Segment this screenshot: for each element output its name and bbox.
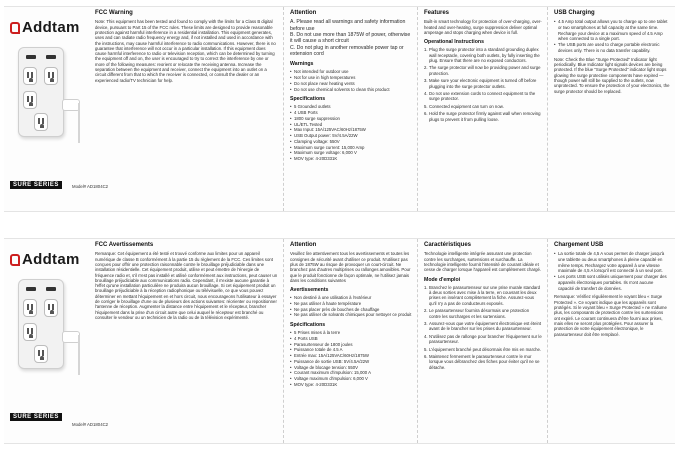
list-item: • UL/ETL Tested — [290, 122, 412, 128]
list-item: 6. Maintenez fermement le parasurtenseur contre le mur lorsque vous débranchez des fiches pour éviter qu'il ne se détache. — [424, 353, 540, 370]
attention-line: A. Please read all warnings and safety information before use — [290, 19, 406, 32]
outlet-icon — [44, 299, 58, 317]
cable-icon — [78, 335, 80, 375]
outlet-icon — [23, 323, 37, 341]
list-item: • Parasurtenseur de 1800 joules — [290, 342, 412, 348]
brand-logo — [10, 251, 80, 268]
list-item: • Max Input: 15A/125VAC/60Hz/1875W — [290, 127, 412, 133]
surge-protector-illustration — [18, 47, 64, 137]
list-item: • Maximum surge current: 15,000 Amp — [290, 145, 412, 151]
attention-line: Veuillez lire attentivement tous les avertissements et toutes les consignes de sécurité avant d'utiliser ce produit. N'utilisez pas plus de 1875W au risque de provoquer un court-circuit. Ne branchez pas d'autres multiprises ou rallonges amovibles. Pour que le produit fonctionne de façon optimale, ne l'utilisez jamais dans les conditions suivantes — [290, 251, 411, 283]
list-item: 1. Plug the surge protector into a standard grounding duplex wall receptacle, covering both outlets, by fully inserting the plug. Ensure that there are no exposed conductors. — [424, 47, 540, 63]
surge-protector-illustration — [18, 279, 64, 369]
warnings-list — [290, 295, 412, 318]
list-item: • Do not place near heating vents — [290, 81, 412, 87]
list-item: 3. Make sure your electronic equipment is turned off before plugging into the surge protector outlets. — [424, 78, 537, 89]
fcc-text: Note: This equipment has been tested and found to comply with the limits for a Class B digital device, pursuant to Part 15 of the FCC rules. These limits are designed to provide reasonable protection against harmful interference in a residential installation. This equipment generates, uses and can radiate radio frequency energy and, if not installed and used in accordance with the instructions, may cause harmful interference to radio communications. However, there is no guarantee that interference will not occur in a particular installation. If this equipment does cause harmful interference to radio or television reception, which can be determined by turning the equipment off and on, the user is encouraged to try to correct the interference by one or more of the following measures: reorient or relocate the receiving antenna. Increase the separation between the equipment and receiver, connect the equipment into an outlet on a circuit different from that to which the receiver is connected, or consult the dealer or an experienced radio/TV technician for help. — [95, 19, 276, 83]
attention-panel — [283, 7, 417, 211]
list-item: • 4 USB Ports — [290, 110, 412, 116]
list-item: 4. Do not use extension cords to connect equipment to the surge protector. — [424, 91, 536, 102]
usb-list — [554, 19, 670, 54]
operational-list — [424, 47, 542, 122]
list-item: • Voltage maximum d'impulsion: 6,000 V — [290, 376, 412, 382]
warnings-title: Avertissements — [290, 287, 329, 294]
outlet-icon — [23, 91, 37, 109]
list-item: • MOV type: 4-20D331K — [290, 382, 412, 388]
usb-list — [554, 251, 670, 291]
list-item: 2. The surge protector will now be providing power and surge protection. — [424, 65, 541, 76]
list-item: • Les ports USB sont utilisés uniquement pour charger des appareils électroniques portables. Ils n'ont aucune capacité de transfert de données. — [554, 274, 670, 291]
operational-list — [424, 285, 542, 371]
list-item: • Non destiné à une utilisation à l'extérieur — [290, 295, 412, 301]
operational-title: Mode d'emploi — [424, 276, 461, 283]
fcc-panel — [89, 7, 283, 211]
series-badge: SURE SERIES — [10, 413, 62, 421]
operational-title: Operational Instructions — [424, 39, 484, 46]
outlet-icon — [44, 67, 58, 85]
usb-port-icon — [46, 287, 56, 291]
specs-title: Specifications — [290, 96, 326, 103]
instruction-sheet-french — [4, 238, 675, 444]
list-item: • 1800 surge suppression — [290, 116, 412, 122]
usb-title: Chargement USB — [554, 242, 604, 248]
specs-title: Spécifications — [290, 322, 326, 329]
fcc-panel — [89, 239, 283, 443]
list-item: 5. Connected equipment can turn on now. — [424, 103, 504, 109]
attention-title: Attention — [290, 242, 317, 248]
list-item: • Clamping voltage: 550V — [290, 139, 412, 145]
list-item: 3. Assurez-vous que votre équipement électronique est éteint avant de le brancher sur les prises du parasurtenseur. — [424, 320, 542, 332]
fcc-title: FCC Avertissements — [95, 242, 154, 248]
list-item: • Not intended for outdoor use — [290, 69, 412, 75]
list-item: • Ne pas placer près de bouches de chauffage — [290, 307, 412, 313]
usb-title: USB Charging — [554, 10, 595, 16]
logo-text: Addtam — [22, 251, 80, 268]
list-item: • Not for use in high temperatures — [290, 75, 412, 81]
list-item: • The USB ports are used to charge portable electronic devices only. There is no data transfer capability. — [554, 42, 670, 54]
fcc-text: Remarque: Cet équipement a été testé et trouvé conforme aux limites pour un appareil numérique de classe B conformément à la partie 15 du règlement de la FCC. Ces limites sont conçues pour offrir une protection raisonnable contre le brouillage préjudiciable dans une installation résidentielle. Cet équipement produit, utilise et peut émettre de l'énergie de fréquence radio et, s'il n'est pas installé et utilisé conformément aux instructions, peut causer un brouillage préjudiciable aux communications radio. Cependant, il n'existe aucune garantie à l'effet qu'une installation particulière ne produira aucun brouillage. Si cet équipement produit un brouillage préjudiciable à la réception radiophonique ou télévisuelle, ce que vous pouvez déterminer en mettant l'équipement en et hors circuit, nous encourageons l'utilisateur à essayer de corriger le brouillage d'une ou de plusieurs des actions suivantes: réorienter ou repositionner l'antenne de réception. Augmenter la distance entre l'équipement et le récepteur, brancher l'équipement dans la prise d'un circuit autre que celui auquel le récepteur est branché ou consulter le vendeur ou un technicien de la radio ou de la télévision expérimenté. — [95, 251, 278, 321]
list-item: 1. Branchez le parasurtenseur sur une prise murale standard à deux sorties avec mise à la terre, en couvrant les deux prises en insérant complètement la fiche. Assurez-vous qu'il n'y a pas de conducteurs exposés. — [424, 284, 541, 306]
model-number: Model# AD1804C2 — [72, 422, 109, 427]
list-item: • Entrée max: 15A/125VAC/60Hz/1875W — [290, 353, 412, 359]
list-item: • La sortie totale de 4,5 A vous permet de charger jusqu'à une tablette ou deux smartphones à pleine capacité en même temps. Rechargez votre appareil à une vitesse maximale de 4,5 A lorsqu'il est connecté à un seul port. — [554, 251, 670, 274]
brand-panel — [4, 7, 89, 211]
outlet-icon — [34, 113, 48, 131]
usb-note: Note: Check the Blue "Surge Protected" Indicator light periodically. Blue Indicator light signals devices are being protected. If the blue "Surge Protected" indicator light stops glowing the surge protective components have expired — though power will still be supplied to the outlets, now unprotected. To ensure the protection of your electronics, the surge protector should be replaced. — [554, 56, 670, 94]
attention-line: B. Do not use more than 1875W of power, otherwise it will cause a short circuit — [290, 31, 411, 45]
cable-icon — [78, 103, 80, 143]
features-title: Features — [424, 10, 450, 16]
attention-panel — [283, 239, 417, 443]
outlet-icon — [34, 345, 48, 363]
usb-note: Remarque: Vérifiez régulièrement le voyant bleu « Surge Protected ». Ce voyant indique que les appareils sont protégés. Si le voyant bleu « Surge Protected » ne s'allume plus, les composants de protection contre les surtensions ont expiré. Le courant continuera d'être fourni aux prises, mais elles ne seront plus protégées. Pour assurer la protection de votre équipement électronique, le parasurtenseur doit être remplacé. — [554, 294, 667, 337]
usb-panel — [547, 7, 675, 211]
attention-line: C. Do not plug in another removable power tap or extension cord — [290, 44, 404, 57]
usb-panel — [547, 239, 675, 443]
features-title: Caractéristiques — [424, 242, 472, 248]
list-item: • 5 Prises mises à la terre — [290, 330, 412, 336]
attention-title: Attention — [290, 10, 317, 16]
list-item: 5. L'équipement branché peut désormais être mis en marche. — [424, 346, 542, 352]
list-item: 6. Hold the surge protector firmly against wall when removing plugs to prevent it from pulling loose. — [424, 111, 541, 122]
list-item: • Ne pas utiliser à haute température — [290, 301, 412, 307]
usb-port-icon — [46, 55, 56, 59]
usb-port-icon — [26, 287, 36, 291]
list-item: • 5 Grounded outlets — [290, 104, 412, 110]
warnings-title: Warnings — [290, 61, 314, 68]
logo-text: Addtam — [22, 19, 80, 36]
instruction-sheet-english — [4, 6, 675, 212]
fcc-title: FCC Warning — [95, 10, 133, 16]
logo-mark-icon — [10, 254, 20, 266]
warnings-list — [290, 69, 412, 92]
features-text: Built-in smart technology for protection of over-charging, over-heated and over-heating, surge suppression deliver optimal amperage and stops charging when device is full. — [424, 19, 542, 35]
list-item: • 4.5 Amp total output allows you to charge up to one tablet or two smartphones at full capacity at the same time. Recharge your device at a maximum speed of 4.5 Amp when connected to a single port. — [554, 19, 670, 42]
usb-port-icon — [26, 55, 36, 59]
list-item: • Maximum surge voltage: 6,000 V — [290, 150, 412, 156]
specs-list — [290, 330, 412, 388]
outlet-icon — [23, 67, 37, 85]
list-item: 4. N'utilisez pas de rallonge pour brancher l'équipement sur le parasurtenseur. — [424, 333, 542, 345]
list-item: • Voltage de blocage tension: 550V — [290, 365, 412, 371]
outlet-icon — [23, 299, 37, 317]
list-item: • Puissance de sortie USB: 5V/4.5A/22W — [290, 359, 412, 365]
list-item: • Ne pas utiliser de solvants chimiques pour nettoyer ce produit — [290, 312, 412, 318]
list-item: • MOV type: 4-20D331K — [290, 156, 412, 162]
list-item: • Puissance totale de 4.5 A — [290, 347, 412, 353]
list-item: 2. Le parasurtenseur fournira désormais une protection contre les surcharges et les surtensions. — [424, 308, 530, 319]
list-item: • Courant maximum d'impulsion: 15,000 A — [290, 370, 412, 376]
series-badge: SURE SERIES — [10, 181, 62, 189]
brand-panel — [4, 239, 89, 443]
features-text: Technologie intelligente intégrée assurant une protection contre les surcharges, surtensions et surchauffe. La technologie intelligente fournit l'intensité de courant idéale et cesse de charger lorsque l'appareil est complètement chargé. — [424, 251, 542, 273]
features-panel — [417, 239, 547, 443]
specs-list — [290, 104, 412, 162]
features-panel — [417, 7, 547, 211]
list-item: • Do not use chemical solvents to clean this product — [290, 87, 412, 93]
logo-mark-icon — [10, 22, 20, 34]
brand-logo — [10, 19, 80, 36]
list-item: • 4 Ports USB — [290, 336, 412, 342]
list-item: • USB Output power: 5V/4.5A/22W — [290, 133, 412, 139]
model-number: Model# AD1804C2 — [72, 184, 109, 189]
